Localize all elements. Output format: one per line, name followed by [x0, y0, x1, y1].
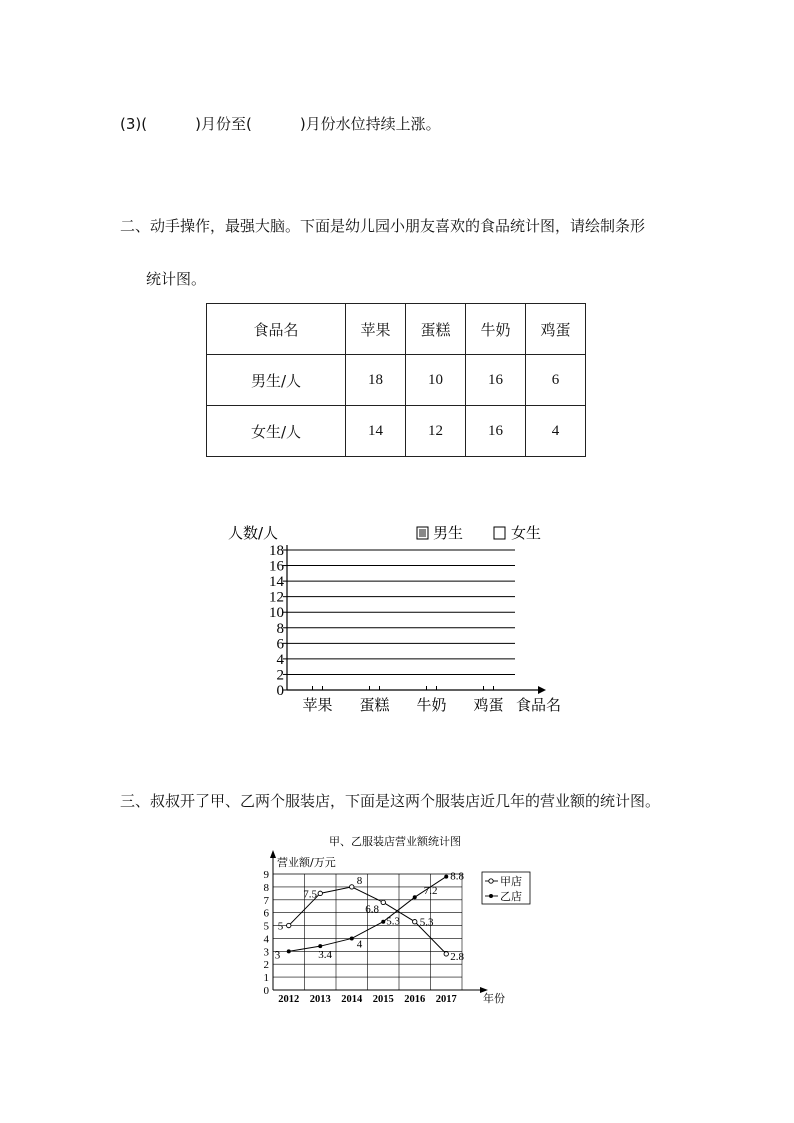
- table-cell: 4: [526, 406, 586, 457]
- table-header-cell: 蛋糕: [406, 304, 466, 355]
- x-tick-label: 2014: [341, 994, 363, 1005]
- y-tick-label: 6: [276, 636, 284, 653]
- legend-label-yi: 乙店: [500, 890, 522, 903]
- data-point-yi: [381, 920, 385, 924]
- data-label: 5: [277, 920, 284, 933]
- y-axis-label: 人数/人: [228, 524, 279, 542]
- table-header-row: [207, 304, 586, 355]
- table-header-cell: 苹果: [346, 304, 406, 355]
- table-cell: 18: [346, 355, 406, 406]
- q1-part3-suffix: )月份水位持续上涨。: [299, 115, 441, 133]
- table-cell: 16: [466, 406, 526, 457]
- legend: [482, 872, 530, 904]
- data-label: 8.8: [450, 870, 464, 883]
- food-preference-table: [206, 303, 586, 457]
- legend-label-boys: 男生: [433, 524, 464, 542]
- q2-instruction-line1: 二、动手操作，最强大脑。下面是幼儿园小朋友喜欢的食品统计图，请绘制条形: [120, 217, 646, 235]
- y-tick-label: 0: [263, 985, 269, 997]
- y-tick-label: 8: [276, 620, 284, 637]
- y-tick-label: 14: [269, 574, 284, 591]
- legend-label-jia: 甲店: [500, 875, 522, 888]
- table-row-label: 男生/人: [207, 355, 346, 406]
- x-tick-label: 2017: [435, 994, 457, 1005]
- x-axis-arrow-icon: [538, 686, 546, 694]
- data-label: 6.8: [365, 903, 379, 916]
- y-tick-label: 3: [263, 946, 269, 959]
- y-tick-label: 2: [263, 959, 269, 972]
- y-axis-arrow-icon: [270, 850, 276, 858]
- y-tick-label: 12: [269, 589, 284, 606]
- y-tick-label: 4: [263, 933, 269, 946]
- data-point-yi: [287, 949, 291, 953]
- table-cell: 6: [526, 355, 586, 406]
- table-row-label: 女生/人: [207, 406, 346, 457]
- y-tick-label: 5: [263, 920, 269, 933]
- data-label: 5.3: [386, 915, 400, 928]
- table-cell: 14: [346, 406, 406, 457]
- data-point-jia: [287, 923, 291, 927]
- y-tick-label: 8: [263, 881, 269, 894]
- table-header-cell: 牛奶: [466, 304, 526, 355]
- data-point-jia: [381, 900, 385, 904]
- line-chart: [240, 828, 540, 1013]
- x-axis-label: 年份: [483, 992, 505, 1005]
- q1-part3-line: [120, 114, 441, 134]
- data-label: 3: [274, 949, 281, 962]
- legend-filled-dot-icon: [489, 894, 493, 898]
- q3-instruction-line1: 三、叔叔开了甲、乙两个服装店，下面是这两个服装店近几年的营业额的统计图。: [120, 792, 661, 810]
- x-category-label: 鸡蛋: [473, 696, 504, 714]
- x-tick-label: 2016: [404, 994, 426, 1005]
- data-label: 3.4: [318, 949, 332, 962]
- data-point-jia: [318, 891, 322, 895]
- q2-instruction-line2: 统计图。: [146, 270, 207, 288]
- data-point-jia: [413, 919, 417, 923]
- y-tick-label: 4: [276, 651, 284, 668]
- y-tick-label: 2: [276, 667, 284, 684]
- data-point-jia: [350, 885, 354, 889]
- x-category-label: 牛奶: [416, 696, 447, 714]
- y-tick-label: 1: [263, 972, 269, 985]
- x-tick-label: 2013: [309, 994, 331, 1005]
- table-row: [207, 355, 586, 406]
- table-header-cell: 鸡蛋: [526, 304, 586, 355]
- data-point-yi: [350, 936, 354, 940]
- table-header-cell: 食品名: [207, 304, 346, 355]
- legend-swatch-boys-fill: [419, 529, 426, 537]
- table-cell: 12: [406, 406, 466, 457]
- data-label: 2.8: [450, 950, 464, 963]
- y-tick-label: 7: [263, 894, 269, 907]
- table-cell: 10: [406, 355, 466, 406]
- data-label: 5.3: [419, 916, 434, 929]
- data-point-yi: [413, 895, 417, 899]
- x-tick-label: 2015: [372, 994, 394, 1005]
- bar-chart[interactable]: [220, 515, 580, 720]
- y-axis-label: 营业额/万元: [277, 856, 336, 869]
- x-category-label: 苹果: [302, 696, 333, 714]
- table-row: [207, 406, 586, 457]
- x-category-label: 蛋糕: [359, 696, 390, 714]
- y-tick-label: 0: [276, 683, 284, 699]
- y-tick-label: 6: [263, 907, 269, 920]
- x-tick-label: 2012: [278, 994, 300, 1005]
- data-label: 7.2: [423, 885, 438, 898]
- data-point-yi: [444, 875, 448, 879]
- table-cell: 16: [466, 355, 526, 406]
- y-tick-label: 9: [263, 869, 269, 881]
- q1-part3-prefix: (3)(: [120, 115, 148, 133]
- data-point-jia: [444, 952, 448, 956]
- data-point-yi: [318, 944, 322, 948]
- legend: [417, 524, 541, 542]
- data-label: 7.5: [303, 888, 317, 901]
- chart-title: 甲、乙服装店营业额统计图: [329, 835, 461, 848]
- y-tick-label: 10: [269, 605, 284, 622]
- y-tick-label: 16: [269, 558, 284, 575]
- data-label: 8: [356, 874, 363, 887]
- legend-swatch-girls-icon: [494, 527, 505, 539]
- q1-part3-middle: )月份至(: [195, 115, 252, 133]
- data-label: 4: [356, 938, 363, 951]
- legend-open-circle-icon: [489, 879, 493, 883]
- x-axis-label: 食品名: [516, 696, 562, 714]
- y-tick-label: 18: [269, 543, 284, 559]
- legend-label-girls: 女生: [511, 524, 542, 542]
